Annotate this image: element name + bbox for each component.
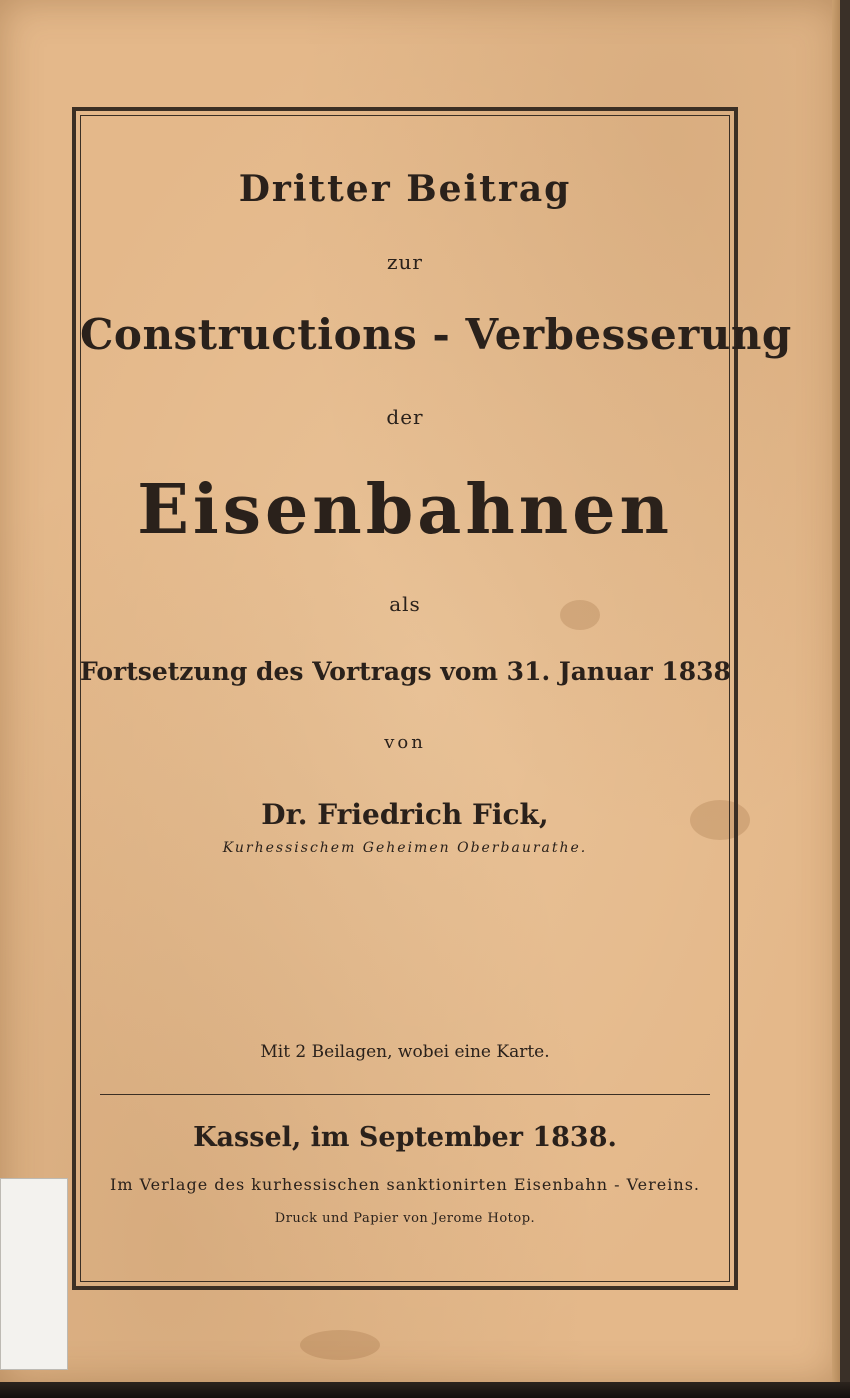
place-date: Kassel, im September 1838.	[193, 1122, 617, 1153]
main-title-eisenbahnen: Eisenbahnen	[137, 470, 673, 550]
printer-line: Druck und Papier von Jerome Hotop.	[274, 1211, 536, 1226]
title-line-dritter-beitrag: Dritter Beitrag	[238, 168, 572, 210]
title-line-der: der	[386, 405, 424, 429]
page-edge	[832, 0, 840, 1385]
title-line-als: als	[389, 592, 421, 616]
divider-rule	[100, 1094, 710, 1095]
stain-mark	[300, 1330, 380, 1360]
bottom-edge	[0, 1382, 850, 1398]
title-line-von: von	[384, 732, 426, 753]
supplements-note: Mit 2 Beilagen, wobei eine Karte.	[260, 1042, 550, 1062]
title-line-zur: zur	[387, 250, 423, 274]
author-name: Dr. Friedrich Fick,	[261, 798, 549, 831]
subtitle-fortsetzung: Fortsetzung des Vortrags vom 31. Januar 1838	[80, 657, 731, 686]
library-label-sticker	[0, 1178, 68, 1370]
title-line-constructions: Constructions - Verbesserung	[80, 310, 792, 359]
inner-border-frame	[80, 115, 792, 1282]
author-title: Kurhessischem Geheimen Oberbaurathe.	[222, 840, 588, 856]
publisher-line: Im Verlage des kurhessischen sanktionirten Eisenbahn - Vereins.	[110, 1175, 700, 1194]
